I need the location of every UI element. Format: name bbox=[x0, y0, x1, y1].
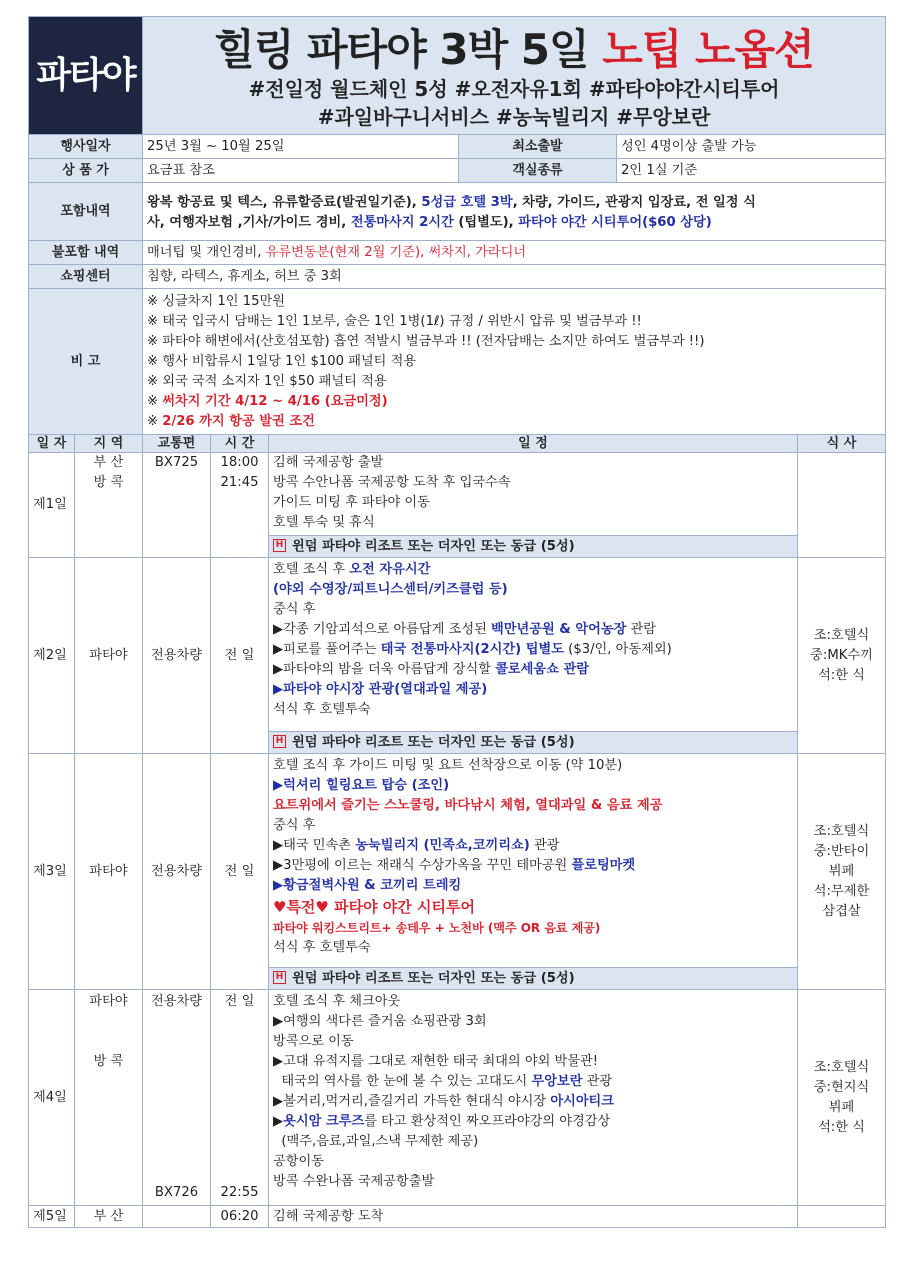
plan-line: 방콕 수안나폼 국제공항 도착 후 입국수속 bbox=[273, 475, 511, 490]
notes-value bbox=[143, 289, 886, 435]
day3-plan bbox=[269, 754, 798, 968]
meal-line: 석:한 식 bbox=[818, 667, 865, 683]
day4-plan bbox=[269, 990, 798, 1206]
incl-massage: 전통마사지 2시간 bbox=[350, 214, 454, 230]
region-line: 부 산 bbox=[93, 455, 124, 470]
incl-hotel: 5성급 호텔 3박 bbox=[421, 194, 513, 210]
meal-line: 중:반타이 bbox=[813, 843, 870, 859]
day2-meal bbox=[798, 558, 886, 754]
schedule-table bbox=[28, 434, 886, 1228]
day4-transport bbox=[143, 990, 211, 1206]
note-line: ※ 싱글차지 1인 15만원 bbox=[147, 293, 285, 309]
plan-line: ▶여행의 색다른 즐거움 쇼핑관광 3회 bbox=[273, 1014, 487, 1029]
title-accent: 노팁 노옵션 bbox=[602, 24, 814, 74]
plan-line: 중식 후 bbox=[273, 818, 316, 833]
plan-highlight: 요트위에서 즐기는 스노쿨링, 바다낚시 체험, 열대과일 & 음료 제공 bbox=[273, 798, 663, 813]
meal-line: 석:무제한 bbox=[813, 883, 870, 899]
day4-time bbox=[211, 990, 269, 1206]
logo-badge bbox=[29, 17, 143, 135]
plan-line: 석식 후 호텔투숙 bbox=[273, 940, 371, 955]
hotel-text: 윈덤 파타야 리조트 또는 더자인 또는 동급 (5성) bbox=[292, 970, 575, 986]
plan-text: ($3/인, 아동제외) bbox=[563, 642, 672, 657]
region-line: 파타야 bbox=[89, 994, 128, 1009]
plan-line: 공항이동 bbox=[273, 1154, 324, 1169]
day4-meal bbox=[798, 990, 886, 1206]
plan-text: 를 타고 환상적인 짜오프라야강의 야경감상 bbox=[364, 1114, 611, 1129]
day5-label: 제5일 bbox=[29, 1206, 75, 1228]
tags-line-2: #과일바구니서비스 #농눅빌리지 #무앙보란 bbox=[317, 104, 711, 129]
plan-highlight: 오전 자유시간 bbox=[349, 562, 431, 577]
day1-plan bbox=[269, 453, 798, 536]
plan-line: 중식 후 bbox=[273, 602, 316, 617]
note-surcharge-text: 써차지 기간 4/12 ~ 4/16 (요금미정) bbox=[162, 393, 388, 409]
day1-meal bbox=[798, 453, 886, 558]
meal-line: 조:호텔식 bbox=[813, 1059, 870, 1075]
period-label: 행사일자 bbox=[29, 135, 143, 159]
plan-text: 관람 bbox=[626, 622, 657, 637]
plan-highlight: 아시아티크 bbox=[550, 1094, 615, 1109]
incl-text: (팁별도), bbox=[453, 214, 519, 230]
day5-region: 부 산 bbox=[75, 1206, 143, 1228]
plan-line: 방콕 수완나폼 국제공항출발 bbox=[273, 1174, 435, 1189]
plan-text: ▶파타야의 밤을 더욱 아름답게 장식할 bbox=[273, 662, 496, 677]
incl-text: 사, 여행자보험 ,기사/가이드 경비, bbox=[147, 214, 351, 230]
day5-meal bbox=[798, 1206, 886, 1228]
time-line: 21:45 bbox=[220, 475, 259, 490]
hotel-icon: H bbox=[273, 971, 286, 984]
excluded-label: 불포함 내역 bbox=[29, 241, 143, 265]
col-region: 지 역 bbox=[75, 435, 143, 453]
room-value: 2인 1실 기준 bbox=[617, 159, 886, 183]
plan-highlight: 콜로세움쇼 관람 bbox=[495, 662, 589, 677]
plan-line: 호텔 조식 후 가이드 미팅 및 요트 선착장으로 이동 (약 10분) bbox=[273, 758, 623, 773]
plan-line: 호텔 조식 후 체크아웃 bbox=[273, 994, 401, 1009]
meal-line: 삼겹살 bbox=[822, 903, 861, 919]
meal-line: 석:한 식 bbox=[818, 1119, 865, 1135]
meal-line: 뷔페 bbox=[828, 863, 855, 879]
meal-line: 중:MK수끼 bbox=[810, 647, 873, 663]
plan-highlight: ▶럭셔리 힐링요트 탑승 (조인) bbox=[273, 778, 450, 793]
day3-label: 제3일 bbox=[29, 754, 75, 990]
note-mark: ※ bbox=[147, 393, 163, 409]
hotel-text: 윈덤 파타야 리조트 또는 더자인 또는 동급 (5성) bbox=[292, 734, 575, 750]
day3-meal bbox=[798, 754, 886, 990]
plan-highlight: (야외 수영장/피트니스센터/키즈클럽 등) bbox=[273, 582, 508, 597]
price-label: 상 품 가 bbox=[29, 159, 143, 183]
itinerary-sheet bbox=[28, 16, 885, 1228]
plan-line: ▶고대 유적지를 그대로 재현한 태국 최대의 야외 박물관! bbox=[273, 1054, 599, 1069]
title-main: 힐링 파타야 3박 5일 bbox=[214, 24, 603, 74]
hotel-icon: H bbox=[273, 735, 286, 748]
plan-line: (맥주,음료,과일,스낵 무제한 제공) bbox=[273, 1134, 479, 1149]
plan-highlight: 플로팅마켓 bbox=[571, 858, 636, 873]
plan-line: 석식 후 호텔투숙 bbox=[273, 702, 371, 717]
region-line: 방 콕 bbox=[93, 1054, 124, 1069]
included-label: 포함내역 bbox=[29, 183, 143, 241]
day2-label: 제2일 bbox=[29, 558, 75, 754]
note-line: ※ 외국 국적 소지자 1인 $50 패널티 적용 bbox=[147, 373, 387, 389]
min-label: 최소출발 bbox=[459, 135, 617, 159]
logo-text: 파타야 bbox=[36, 54, 135, 96]
day2-time: 전 일 bbox=[211, 558, 269, 754]
plan-text: ▶태국 민속촌 bbox=[273, 838, 356, 853]
room-label: 객실종류 bbox=[459, 159, 617, 183]
day5-transport bbox=[143, 1206, 211, 1228]
day1-time bbox=[211, 453, 269, 558]
plan-line: 방콕으로 이동 bbox=[273, 1034, 354, 1049]
min-value: 성인 4명이상 출발 가능 bbox=[617, 135, 886, 159]
price-value: 요금표 참조 bbox=[143, 159, 459, 183]
incl-citytour: 파타야 야간 시티투어($60 상당) bbox=[518, 214, 712, 230]
note-line: ※ 행사 비합류시 1일당 1인 $100 패널티 적용 bbox=[147, 353, 417, 369]
plan-highlight: 태국 전통마사지(2시간) 팁별도 bbox=[380, 642, 564, 657]
day3-transport: 전용차량 bbox=[143, 754, 211, 990]
plan-text: ▶볼거리,먹거리,즐길거리 가득한 현대식 야시장 bbox=[273, 1094, 551, 1109]
plan-highlight: 백만년공원 & 악어농장 bbox=[491, 622, 627, 637]
plan-text: 태국의 역사를 한 눈에 볼 수 있는 고대도시 bbox=[273, 1074, 532, 1089]
plan-text: ▶3만평에 이르는 재래식 수상가옥을 꾸민 테마공원 bbox=[273, 858, 572, 873]
shopping-value: 침향, 라텍스, 휴게소, 허브 중 3회 bbox=[143, 265, 886, 289]
incl-text: 왕복 항공료 및 텍스, 유류할증료(발권일기준), bbox=[147, 194, 422, 210]
notes-label: 비 고 bbox=[29, 289, 143, 435]
plan-line: 가이드 미팅 후 파타야 이동 bbox=[273, 495, 430, 510]
plan-text: ▶ bbox=[273, 1114, 284, 1129]
included-value bbox=[143, 183, 886, 241]
day2-transport: 전용차량 bbox=[143, 558, 211, 754]
col-time: 시 간 bbox=[211, 435, 269, 453]
note-ticketing-text: 2/26 까지 항공 발권 조건 bbox=[162, 413, 315, 429]
day3-time: 전 일 bbox=[211, 754, 269, 990]
transport-line: BX726 bbox=[154, 1185, 199, 1200]
day3-region: 파타야 bbox=[75, 754, 143, 990]
note-line: ※ 파타야 해변에서(산호섬포함) 흡연 적발시 벌금부과 !! (전자담배는 소지만 하여도 벌금부과 !!) bbox=[147, 333, 705, 349]
plan-highlight: ▶파타야 야시장 관광(열대과일 제공) bbox=[273, 682, 488, 697]
note-ticketing bbox=[147, 412, 881, 432]
info-table bbox=[28, 16, 886, 435]
region-line: 방 콕 bbox=[93, 475, 124, 490]
time-line: 전 일 bbox=[224, 994, 255, 1009]
day1-label: 제1일 bbox=[29, 453, 75, 558]
day1-hotel bbox=[269, 536, 798, 558]
plan-highlight: 무앙보란 bbox=[531, 1074, 583, 1089]
plan-highlight: 농눅빌리지 (민족쇼,코끼리쇼) bbox=[355, 838, 530, 853]
day5-time: 06:20 bbox=[211, 1206, 269, 1228]
hotel-text: 윈덤 파타야 리조트 또는 더자인 또는 동급 (5성) bbox=[292, 538, 575, 554]
day5-plan: 김해 국제공항 도착 bbox=[269, 1206, 798, 1228]
day1-region bbox=[75, 453, 143, 558]
plan-highlight: 욧시암 크루즈 bbox=[283, 1114, 365, 1129]
plan-text: 호텔 조식 후 bbox=[273, 562, 350, 577]
plan-special-detail: 파타야 워킹스트리트+ 송테우 + 노천바 (맥주 OR 음료 제공) bbox=[273, 921, 601, 935]
day2-hotel bbox=[269, 732, 798, 754]
meal-line: 중:현지식 bbox=[813, 1079, 870, 1095]
time-line: 22:55 bbox=[220, 1185, 259, 1200]
plan-highlight: ▶황금절벽사원 & 코끼리 트레킹 bbox=[273, 878, 462, 893]
meal-line: 뷔페 bbox=[828, 1099, 855, 1115]
note-line: ※ 태국 입국시 담배는 1인 1보루, 술은 1인 1병(1ℓ) 규정 / 위반시 압류 및 벌금부과 !! bbox=[147, 313, 642, 329]
col-meal: 식 사 bbox=[798, 435, 886, 453]
plan-line: 김해 국제공항 출발 bbox=[273, 455, 384, 470]
meal-line: 조:호텔식 bbox=[813, 627, 870, 643]
title-banner bbox=[143, 17, 886, 135]
plan-text: 관광 bbox=[582, 1074, 613, 1089]
excl-red: 유류변동분(현재 2월 기준), 써차지, 가라디너 bbox=[265, 244, 527, 260]
plan-special: ♥특전♥ 파타야 야간 시티투어 bbox=[273, 898, 475, 916]
plan-text: 관광 bbox=[529, 838, 560, 853]
note-mark: ※ bbox=[147, 413, 163, 429]
day4-region bbox=[75, 990, 143, 1206]
day3-hotel bbox=[269, 968, 798, 990]
plan-text: ▶피로를 풀어주는 bbox=[273, 642, 381, 657]
excl-text: 매너팁 및 개인경비, bbox=[147, 244, 266, 260]
hotel-icon: H bbox=[273, 539, 286, 552]
excluded-value bbox=[143, 241, 886, 265]
page-title bbox=[143, 19, 885, 77]
day1-transport: BX725 bbox=[143, 453, 211, 558]
col-transport: 교통편 bbox=[143, 435, 211, 453]
note-surcharge bbox=[147, 392, 881, 412]
period-value: 25년 3월 ~ 10월 25일 bbox=[143, 135, 459, 159]
shopping-label: 쇼핑센터 bbox=[29, 265, 143, 289]
day4-label: 제4일 bbox=[29, 990, 75, 1206]
day2-plan bbox=[269, 558, 798, 732]
time-line: 18:00 bbox=[220, 455, 259, 470]
meal-line: 조:호텔식 bbox=[813, 823, 870, 839]
plan-text: ▶각종 기암괴석으로 아름답게 조성된 bbox=[273, 622, 491, 637]
transport-line: 전용차량 bbox=[151, 994, 202, 1009]
day2-region: 파타야 bbox=[75, 558, 143, 754]
tags-line-1: #전일정 월드체인 5성 #오전자유1회 #파타야야간시티투어 bbox=[248, 76, 780, 101]
col-day: 일 자 bbox=[29, 435, 75, 453]
col-plan: 일 정 bbox=[269, 435, 798, 453]
incl-text: , 차량, 가이드, 관광지 입장료, 전 일정 식 bbox=[512, 194, 756, 210]
plan-line: 호텔 투숙 및 휴식 bbox=[273, 515, 375, 530]
